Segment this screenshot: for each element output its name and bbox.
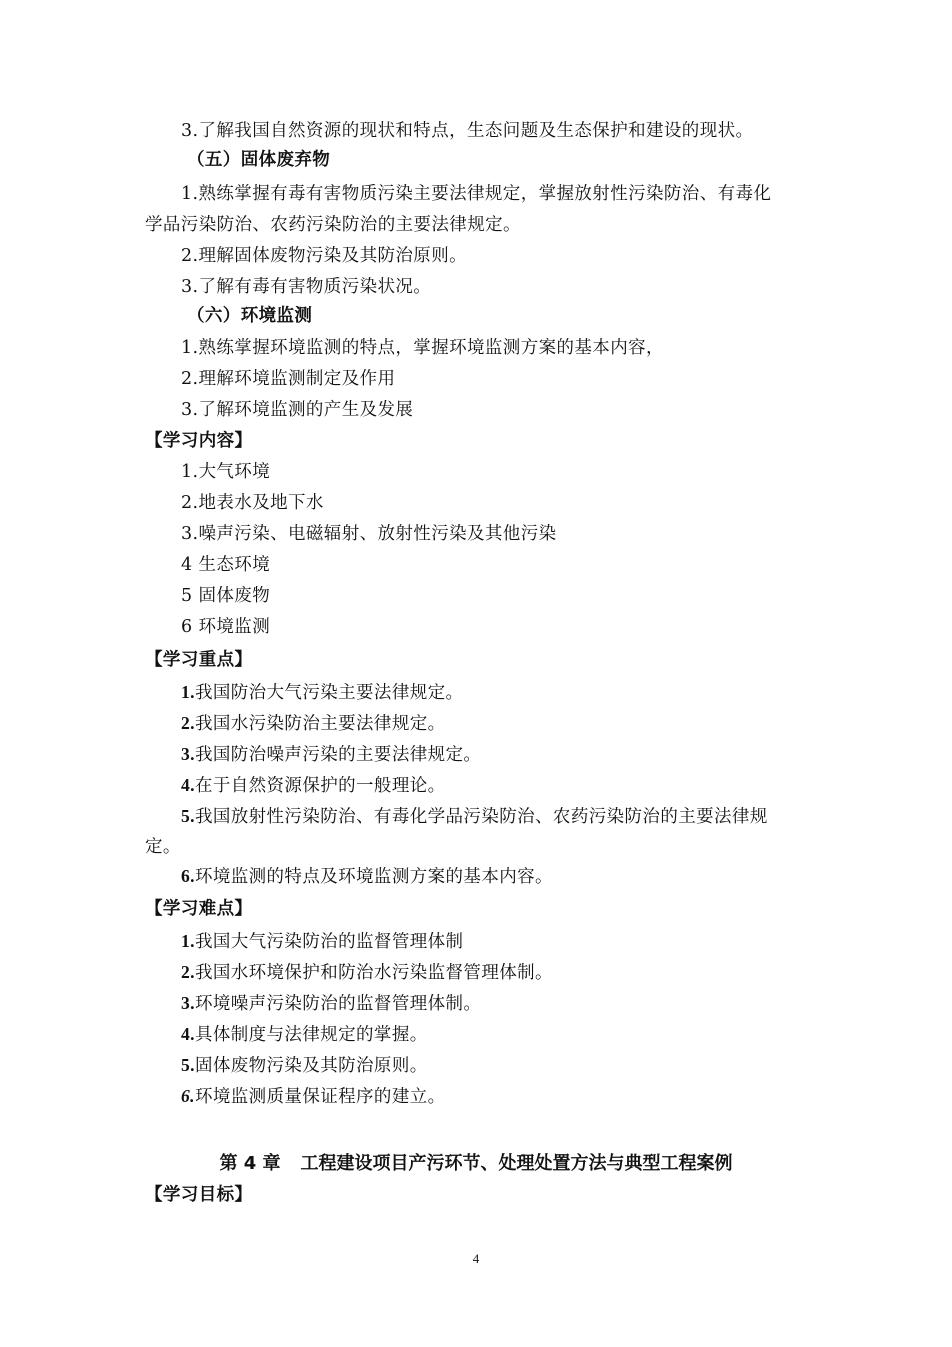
key-point-item-2: 2.我国水污染防治主要法律规定。 [181,713,446,734]
key-point-item-5: 5.我国放射性污染防治、有毒化学品污染防治、农药污染防治的主要法律规 [181,806,768,827]
content-item-2: 2.地表水及地下水 [181,493,324,513]
key-point-item-4: 4.在于自然资源保护的一般理论。 [181,775,446,796]
content-item-6: 6 环境监测 [181,617,271,637]
content-item-4: 4 生态环境 [181,555,271,575]
key-point-item-6: 6.环境监测的特点及环境监测方案的基本内容。 [181,866,553,887]
monitoring-item-2: 2.理解环境监测制定及作用 [181,369,396,389]
difficulty-item-3: 3.环境噪声污染防治的监督管理体制。 [181,993,482,1014]
resource-item-3: 3.了解我国自然资源的现状和特点，生态问题及生态保护和建设的现状。 [181,121,754,141]
key-point-item-1: 1.我国防治大气污染主要法律规定。 [181,682,464,703]
objectives-heading: 【学习目标】 [145,1185,253,1205]
chapter-name: 工程建设项目产污环节、处理处置方法与典型工程案例 [300,1153,733,1174]
difficulty-item-5: 5.固体废物污染及其防治原则。 [181,1055,428,1076]
solid-waste-item-1-cont: 学品污染防治、农药污染防治的主要法律规定。 [145,215,521,235]
chapter-label: 第 4 章 [219,1153,281,1174]
content-item-5: 5 固体废物 [181,586,271,606]
section-heading-monitoring: （六）环境监测 [187,306,313,326]
key-point-item-3: 3.我国防治噪声污染的主要法律规定。 [181,744,482,765]
content-item-3: 3.噪声污染、电磁辐射、放射性污染及其他污染 [181,524,557,544]
solid-waste-item-3: 3.了解有毒有害物质污染状况。 [181,277,432,297]
monitoring-item-1: 1.熟练掌握环境监测的特点，掌握环境监测方案的基本内容， [181,338,664,358]
section-heading-solid-waste: （五）固体废弃物 [187,150,331,170]
content-item-1: 1.大气环境 [181,462,271,482]
chapter-title [0,1148,952,1179]
difficulty-item-2: 2.我国水环境保护和防治水污染监督管理体制。 [181,962,553,983]
key-point-item-5-cont: 定。 [145,837,181,857]
solid-waste-item-1: 1.熟练掌握有毒有害物质污染主要法律规定，掌握放射性污染防治、有毒化 [181,184,772,204]
difficulties-heading: 【学习难点】 [145,899,253,919]
solid-waste-item-2: 2.理解固体废物污染及其防治原则。 [181,246,467,266]
difficulty-item-6: 6.环境监测质量保证程序的建立。 [181,1086,446,1107]
study-content-heading: 【学习内容】 [145,431,253,451]
monitoring-item-3: 3.了解环境监测的产生及发展 [181,400,414,420]
page-number: 4 [472,1251,480,1266]
difficulty-item-1: 1.我国大气污染防治的监督管理体制 [181,931,464,952]
key-points-heading: 【学习重点】 [145,650,253,670]
difficulty-item-4: 4.具体制度与法律规定的掌握。 [181,1024,428,1045]
